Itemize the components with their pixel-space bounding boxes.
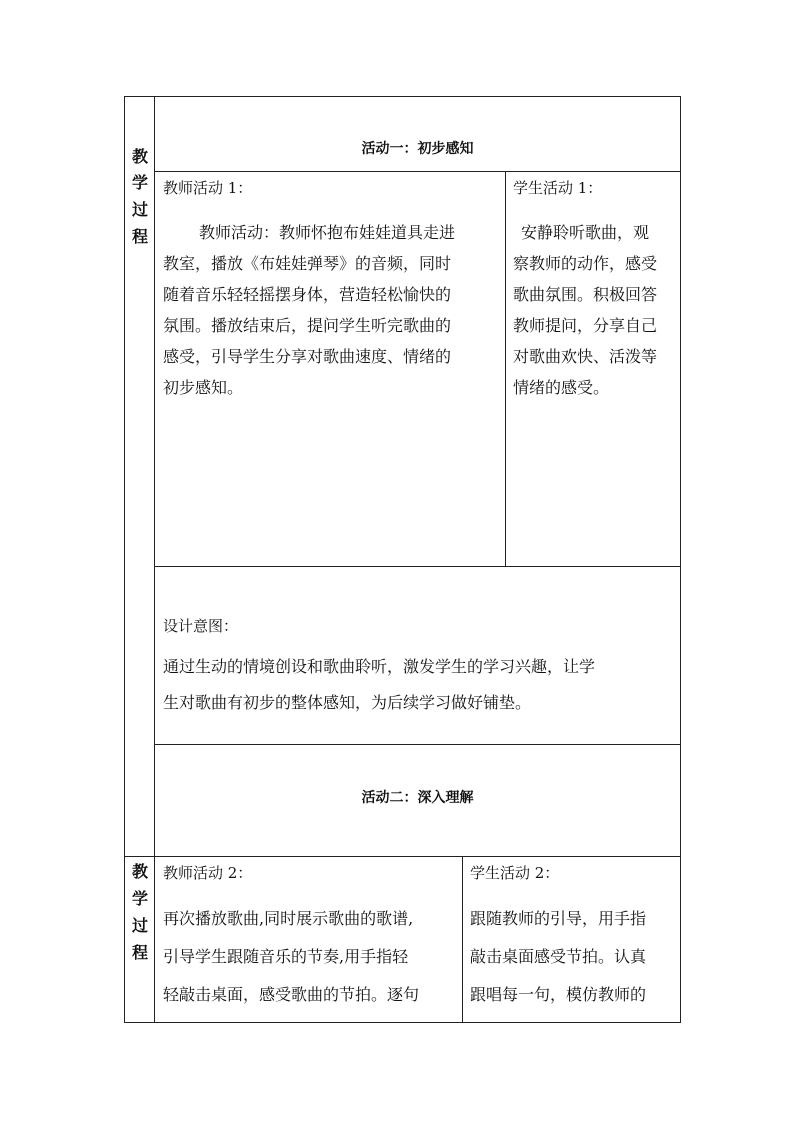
text-line: 感受，引导学生分享对歌曲速度、情绪的 [163, 347, 452, 366]
text-line: 随着音乐轻轻摇摆身体，营造轻松愉快的 [163, 285, 452, 304]
text-line: 教师活动：教师怀抱布娃娃道具走进 [199, 223, 456, 242]
text-line: 轻敲击桌面，感受歌曲的节拍。逐句 [163, 985, 420, 1004]
activity1-column-divider [505, 171, 506, 566]
side-label-char: 学 [131, 173, 148, 192]
side-label-char: 教 [131, 147, 148, 166]
side-label-char: 过 [131, 200, 148, 219]
side-label-char: 程 [131, 227, 148, 246]
text-line: 情绪的感受。 [513, 378, 610, 397]
text-line: 安静聆听歌曲，观 [521, 223, 650, 242]
text-line: 歌曲氛围。积极回答 [513, 285, 658, 304]
text-line: 引导学生跟随音乐的节奏,用手指轻 [163, 947, 409, 966]
text-line: 氛围。播放结束后，提问学生听完歌曲的 [163, 316, 452, 335]
activity1-title: 活动一：初步感知 [361, 141, 474, 157]
side-label-char: 程 [131, 943, 148, 962]
text-line: 教师提问，分享自己 [513, 316, 658, 335]
side-label-char: 学 [131, 889, 148, 908]
text-line: 跟唱每一句，模仿教师的 [470, 985, 647, 1004]
text-line: 通过生动的情境创设和歌曲聆听，激发学生的学习兴趣，让学 [163, 657, 596, 676]
text-line: 察教师的动作，感受 [513, 254, 658, 273]
table-top-border [124, 96, 681, 97]
activity2-column-divider [462, 856, 463, 1023]
text-line: 初步感知。 [163, 378, 244, 397]
text-line: 生对歌曲有初步的整体感知，为后续学习做好铺垫。 [163, 693, 532, 712]
row-divider-3 [154, 744, 681, 745]
design-intent-label: 设计意图： [163, 617, 239, 635]
table-bottom-border [124, 1022, 681, 1023]
teacher-activity2-label: 教师活动 2： [163, 864, 253, 882]
student-activity1-label: 学生活动 1： [513, 179, 603, 197]
side-label-char: 教 [131, 862, 148, 881]
teacher-activity1-label: 教师活动 1： [163, 179, 253, 197]
text-line: 教室，播放《布娃娃弹琴》的音频，同时 [163, 254, 452, 273]
row-divider-4 [124, 856, 681, 857]
text-line: 敲击桌面感受节拍。认真 [470, 947, 647, 966]
student-activity2-text [470, 900, 646, 1014]
text-line: 对歌曲欢快、活泼等 [513, 347, 658, 366]
teacher-activity2-text [163, 900, 419, 1014]
student-activity2-label: 学生活动 2： [470, 864, 560, 882]
row-divider-1 [154, 171, 681, 172]
side-label-char: 过 [131, 916, 148, 935]
teacher-activity1-text [163, 217, 455, 403]
row-divider-2 [154, 566, 681, 567]
student-activity1-text [513, 217, 657, 403]
text-line: 再次播放歌曲,同时展示歌曲的歌谱, [163, 909, 414, 928]
activity2-title: 活动二：深入理解 [361, 790, 474, 806]
design-intent-text [163, 651, 595, 718]
text-line: 跟随教师的引导，用手指 [470, 909, 647, 928]
table-right-border [680, 96, 681, 1023]
